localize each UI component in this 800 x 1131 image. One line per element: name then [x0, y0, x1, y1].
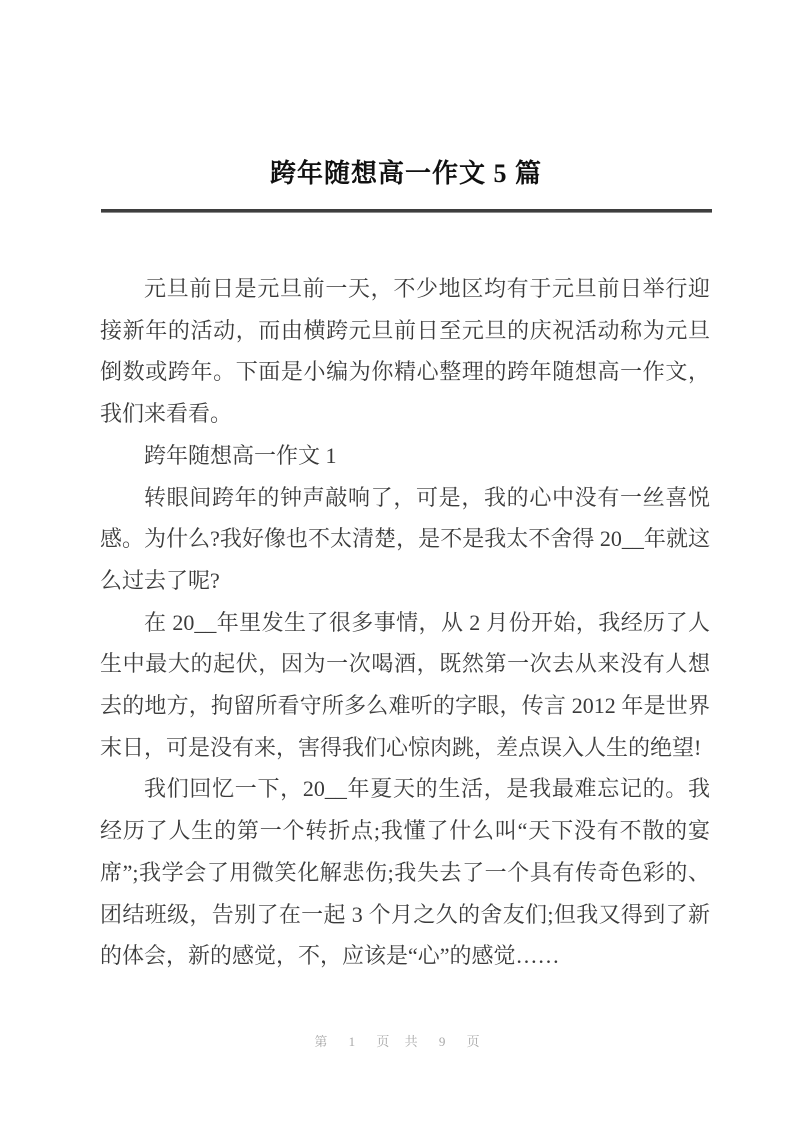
- document-body: [100, 268, 710, 977]
- page-number: 1: [348, 1034, 362, 1049]
- footer-label-prefix: 第: [314, 1034, 334, 1049]
- paragraph: 转眼间跨年的钟声敲响了，可是，我的心中没有一丝喜悦感。为什么?我好像也不太清楚，是不是我太不舍得 20__年就这么过去了呢?: [100, 484, 710, 593]
- title-divider: [101, 209, 712, 213]
- intro-paragraph: 元旦前日是元旦前一天，不少地区均有于元旦前日举行迎接新年的活动，而由横跨元旦前日至元旦的庆祝活动称为元旦倒数或跨年。下面是小编为你精心整理的跨年随想高一作文，我们来看看。: [100, 276, 710, 427]
- footer-label-pages: 页 共: [376, 1034, 424, 1049]
- paragraph: 在 20__年里发生了很多事情，从 2 月份开始，我经历了人生中最大的起伏，因为一次喝酒，既然第一次去从来没有人想去的地方，拘留所看守所多么难听的字眼，传言 2012 年是世界末日，可是没有来，害得我们心惊肉跳，差点误入人生的绝望!: [100, 609, 710, 760]
- section-heading: 跨年随想高一作文 1: [144, 442, 337, 468]
- page-footer: [0, 1033, 800, 1051]
- document-title: 跨年随想高一作文 5 篇: [269, 159, 542, 188]
- paragraph: 我们回忆一下，20__年夏天的生活，是我最难忘记的。我经历了人生的第一个转折点;我懂了什么叫“天下没有不散的宴席”;我学会了用微笑化解悲伤;我失去了一个具有传奇色彩的、团结班级，告别了在一起 3 个月之久的舍友们;但我又得到了新的体会，新的感觉，不，应该是“心”的感觉……: [100, 776, 710, 969]
- total-pages: 9: [438, 1034, 452, 1049]
- footer-label-suffix: 页: [466, 1034, 486, 1049]
